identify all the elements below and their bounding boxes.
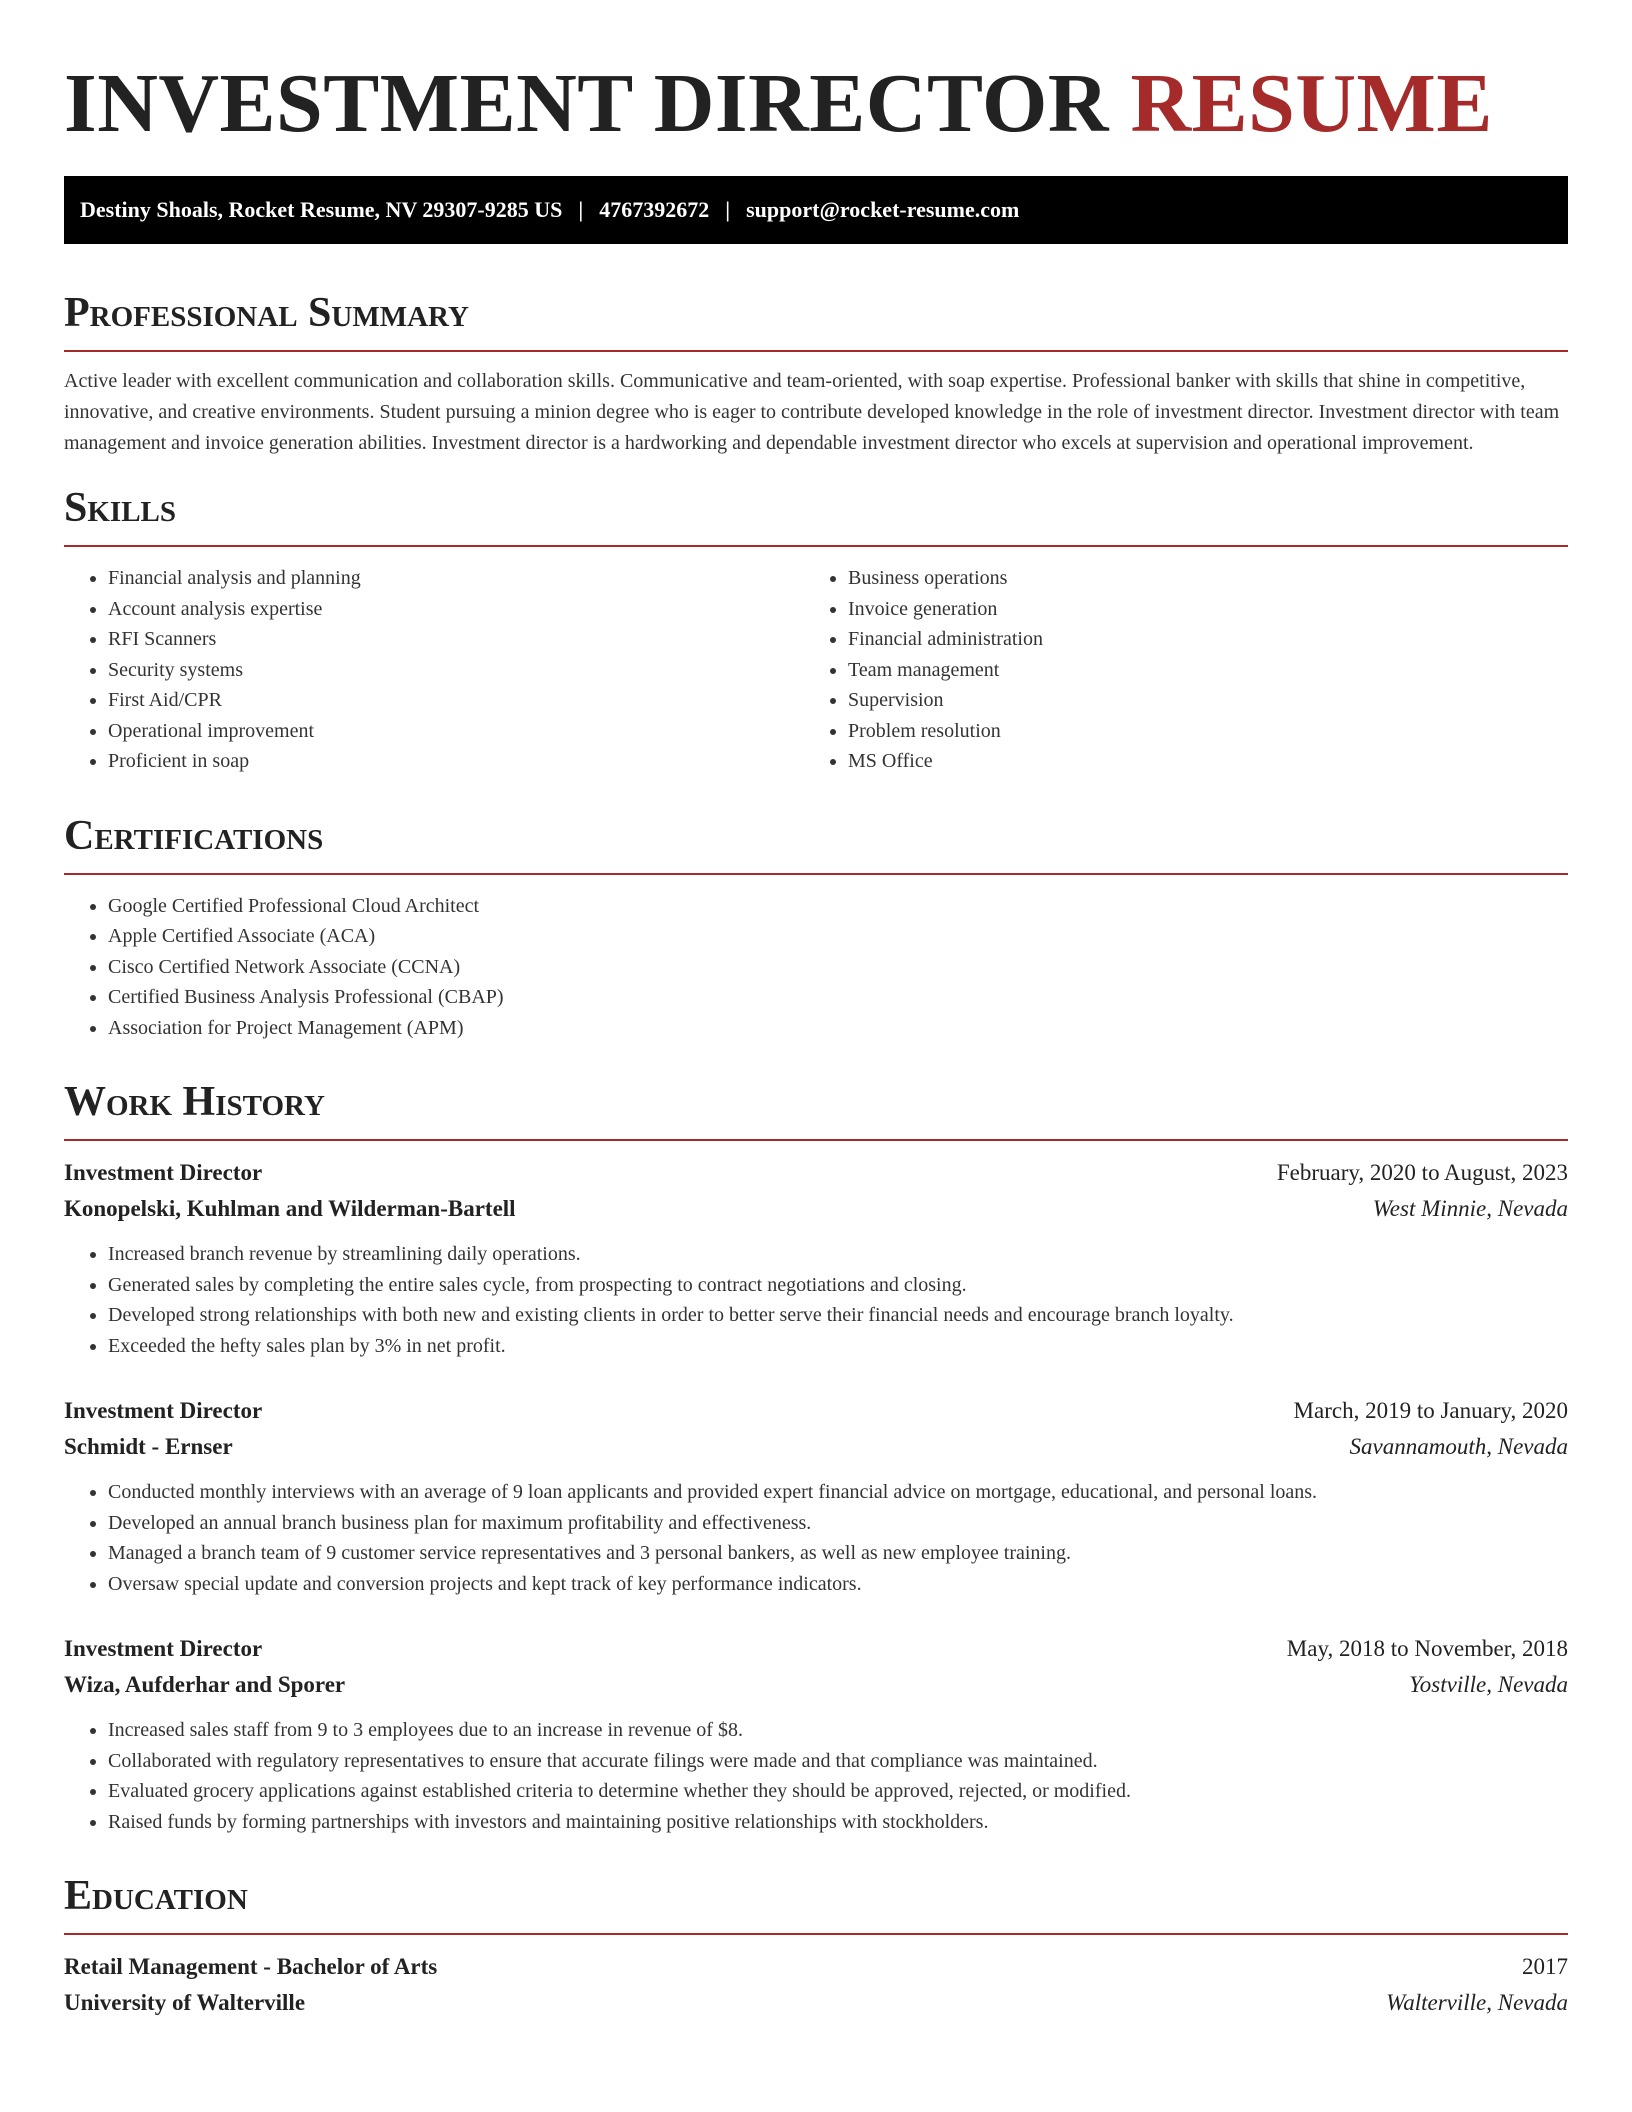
certifications-section (64, 811, 1568, 1044)
job-company: Wiza, Aufderhar and Sporer (64, 1672, 346, 1697)
education-subheader (64, 1985, 1568, 2021)
summary-text: Active leader with excellent communication and collaboration skills. Communicative and team-oriented, with soap expertise. Professional banker with skills that shine in competitive, innovative, and creative environments. Student pursuing a minion degree who is eager to contribute developed knowledge in the role of investment director. Investment director with team management and invoice generation abilities. Investment director is a hardworking and dependable investment director who excels at supervision and operational improvement. (64, 370, 1560, 454)
job-subheader (64, 1667, 1568, 1703)
job-subheader (64, 1191, 1568, 1227)
job-title: Investment Director (64, 1636, 263, 1661)
job-dates: February, 2020 to August, 2023 (1276, 1160, 1568, 1185)
contact-separator: | (725, 197, 731, 222)
education-heading: Education (64, 1871, 1568, 1935)
certification-item: • Apple Certified Associate (ACA) (108, 921, 1568, 952)
skills-column-right (804, 563, 1544, 777)
job-header (64, 1631, 1568, 1667)
resume-title-accent: RESUME (1130, 57, 1493, 150)
job-bullet: • Generated sales by completing the entire sales cycle, from prospecting to contract negotiations and closing. (108, 1270, 1568, 1301)
skill-item: • Invoice generation (848, 594, 1544, 625)
job-bullet: • Raised funds by forming partnerships with investors and maintaining positive relationships with stockholders. (108, 1807, 1568, 1838)
resume-title-main: INVESTMENT DIRECTOR (64, 57, 1109, 150)
job-title: Investment Director (64, 1160, 263, 1185)
skills-heading: Skills (64, 483, 1568, 547)
job-header (64, 1155, 1568, 1191)
certification-item: • Cisco Certified Network Associate (CCNA) (108, 952, 1568, 983)
skill-item: • Account analysis expertise (108, 594, 804, 625)
work-history-heading: Work History (64, 1077, 1568, 1141)
contact-address: Destiny Shoals, Rocket Resume, NV 29307-9285 US (80, 197, 563, 222)
skill-item: • First Aid/CPR (108, 685, 804, 716)
certification-item: • Certified Business Analysis Professional (CBAP) (108, 982, 1568, 1013)
job-dates: March, 2019 to January, 2020 (1293, 1398, 1568, 1423)
skills-column-left (64, 563, 804, 777)
skills-list-left (64, 563, 804, 777)
education-degree: Retail Management - Bachelor of Arts (64, 1954, 438, 1979)
job-entry (64, 1155, 1568, 1361)
contact-bar (64, 176, 1568, 244)
job-dates: May, 2018 to November, 2018 (1286, 1636, 1568, 1661)
skill-item: • Business operations (848, 563, 1544, 594)
job-bullet: • Evaluated grocery applications against established criteria to determine whether they should be approved, rejected, or modified. (108, 1776, 1568, 1807)
job-bullets (64, 1715, 1568, 1837)
education-header (64, 1949, 1568, 1985)
job-bullet: • Exceeded the hefty sales plan by 3% in net profit. (108, 1331, 1568, 1362)
job-subheader (64, 1429, 1568, 1465)
resume-title (64, 0, 1568, 152)
skill-item: • Operational improvement (108, 716, 804, 747)
job-bullet: • Developed an annual branch business plan for maximum profitability and effectiveness. (108, 1508, 1568, 1539)
skill-item: • Security systems (108, 655, 804, 686)
resume-page (64, 0, 1568, 2021)
skill-item: • Problem resolution (848, 716, 1544, 747)
job-bullets (64, 1477, 1568, 1599)
skills-list-right (804, 563, 1544, 777)
job-bullet: • Oversaw special update and conversion projects and kept track of key performance indicators. (108, 1569, 1568, 1600)
skill-item: • Supervision (848, 685, 1544, 716)
certifications-list (64, 891, 1568, 1044)
job-bullet: • Increased branch revenue by streamlining daily operations. (108, 1239, 1568, 1270)
summary-heading: Professional Summary (64, 288, 1568, 352)
job-bullet: • Conducted monthly interviews with an average of 9 loan applicants and provided expert financial advice on mortgage, educational, and personal loans. (108, 1477, 1568, 1508)
contact-email: support@rocket-resume.com (746, 197, 1020, 222)
skill-item: • MS Office (848, 746, 1544, 777)
job-header (64, 1393, 1568, 1429)
education-year: 2017 (1522, 1954, 1568, 1979)
summary-section (64, 288, 1568, 459)
skills-section (64, 483, 1568, 777)
job-bullet: • Increased sales staff from 9 to 3 employees due to an increase in revenue of $8. (108, 1715, 1568, 1746)
certification-item: • Google Certified Professional Cloud Architect (108, 891, 1568, 922)
job-company: Schmidt - Ernser (64, 1434, 233, 1459)
skill-item: • Team management (848, 655, 1544, 686)
job-bullet: • Developed strong relationships with both new and existing clients in order to better serve their financial needs and encourage branch loyalty. (108, 1300, 1568, 1331)
job-bullet: • Managed a branch team of 9 customer service representatives and 3 personal bankers, as well as new employee training. (108, 1538, 1568, 1569)
job-location: Savannamouth, Nevada (1349, 1434, 1568, 1459)
certification-item: • Association for Project Management (APM) (108, 1013, 1568, 1044)
certifications-heading: Certifications (64, 811, 1568, 875)
job-company: Konopelski, Kuhlman and Wilderman-Bartell (64, 1196, 516, 1221)
education-section (64, 1871, 1568, 2021)
job-entry (64, 1393, 1568, 1599)
contact-phone: 4767392672 (599, 197, 710, 222)
job-bullets (64, 1239, 1568, 1361)
work-history-section (64, 1077, 1568, 1837)
skills-grid (64, 563, 1568, 777)
skill-item: • Proficient in soap (108, 746, 804, 777)
skill-item: • RFI Scanners (108, 624, 804, 655)
contact-separator: | (578, 197, 584, 222)
job-location: West Minnie, Nevada (1372, 1196, 1568, 1221)
job-title: Investment Director (64, 1398, 263, 1423)
skill-item: • Financial administration (848, 624, 1544, 655)
job-entry (64, 1631, 1568, 1837)
job-location: Yostville, Nevada (1409, 1672, 1568, 1697)
skill-item: • Financial analysis and planning (108, 563, 804, 594)
job-bullet: • Collaborated with regulatory representatives to ensure that accurate filings were made and that compliance was maintained. (108, 1746, 1568, 1777)
education-entry (64, 1949, 1568, 2021)
education-school: University of Walterville (64, 1990, 306, 2015)
education-location: Walterville, Nevada (1386, 1990, 1568, 2015)
